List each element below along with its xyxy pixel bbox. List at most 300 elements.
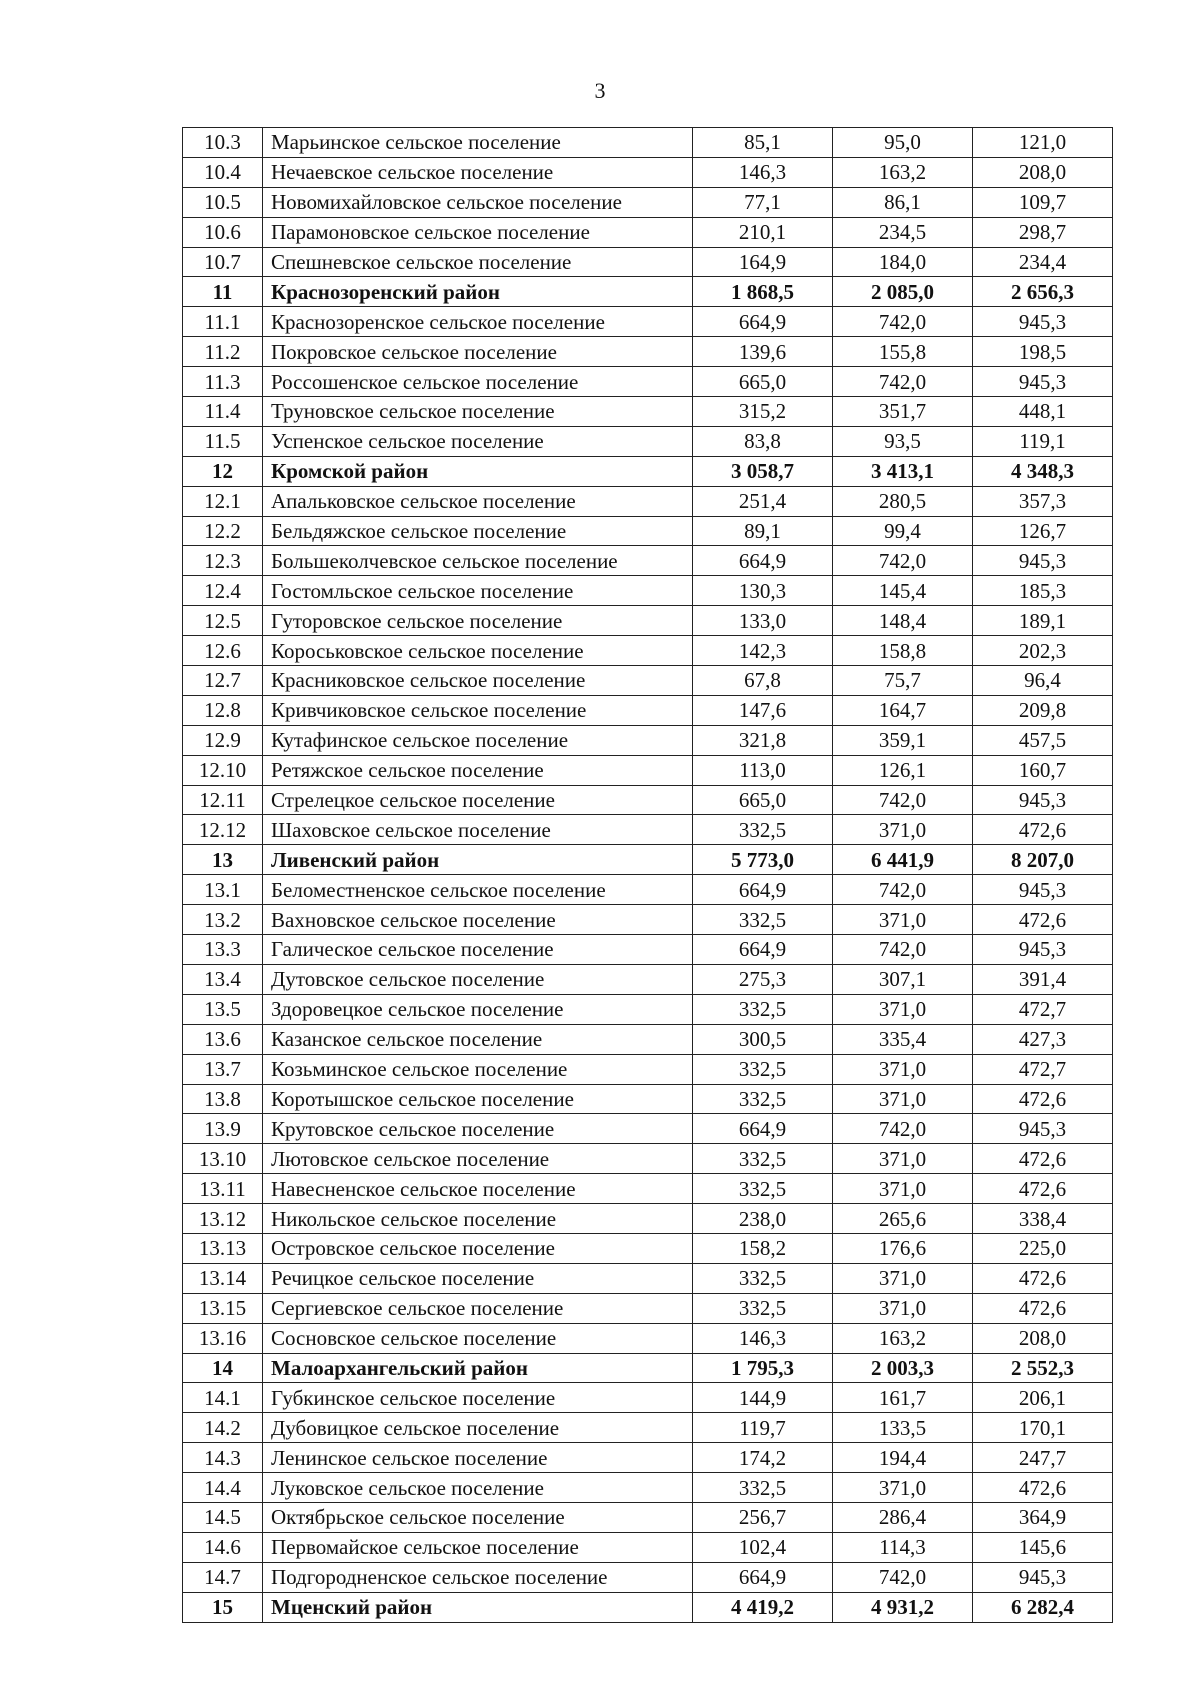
row-value-2: 307,1	[833, 964, 973, 994]
row-value-1: 238,0	[693, 1204, 833, 1234]
row-value-3: 8 207,0	[973, 845, 1113, 875]
row-name: Краснозоренский район	[263, 277, 693, 307]
row-value-3: 2 656,3	[973, 277, 1113, 307]
row-name: Ливенский район	[263, 845, 693, 875]
row-number: 13.7	[183, 1054, 263, 1084]
row-number: 13.6	[183, 1024, 263, 1054]
row-number: 12.2	[183, 516, 263, 546]
table-row	[183, 606, 1113, 636]
row-name: Спешневское сельское поселение	[263, 247, 693, 277]
row-name: Коротышское сельское поселение	[263, 1084, 693, 1114]
row-value-2: 95,0	[833, 128, 973, 158]
row-number: 12.12	[183, 815, 263, 845]
row-value-3: 109,7	[973, 187, 1113, 217]
row-value-1: 146,3	[693, 1323, 833, 1353]
table-row	[183, 815, 1113, 845]
table-row	[183, 1443, 1113, 1473]
row-value-2: 6 441,9	[833, 845, 973, 875]
table-row	[183, 367, 1113, 397]
row-name: Галическое сельское поселение	[263, 935, 693, 965]
row-value-1: 130,3	[693, 576, 833, 606]
table-row	[183, 546, 1113, 576]
row-name: Гуторовское сельское поселение	[263, 606, 693, 636]
allocation-table	[182, 127, 1113, 1623]
row-value-1: 332,5	[693, 994, 833, 1024]
row-name: Красниковское сельское поселение	[263, 666, 693, 696]
row-value-1: 332,5	[693, 815, 833, 845]
table-row	[183, 1413, 1113, 1443]
row-value-2: 371,0	[833, 1293, 973, 1323]
table-row	[183, 397, 1113, 427]
row-value-3: 357,3	[973, 486, 1113, 516]
row-number: 11.2	[183, 337, 263, 367]
district-row	[183, 277, 1113, 307]
district-row	[183, 1353, 1113, 1383]
table-row	[183, 217, 1113, 247]
row-number: 12.7	[183, 666, 263, 696]
row-value-1: 5 773,0	[693, 845, 833, 875]
row-number: 12.6	[183, 636, 263, 666]
row-name: Луковское сельское поселение	[263, 1473, 693, 1503]
row-value-1: 102,4	[693, 1532, 833, 1562]
row-number: 13.16	[183, 1323, 263, 1353]
row-value-1: 332,5	[693, 1144, 833, 1174]
row-value-1: 85,1	[693, 128, 833, 158]
row-name: Губкинское сельское поселение	[263, 1383, 693, 1413]
row-value-3: 945,3	[973, 1114, 1113, 1144]
row-value-1: 664,9	[693, 307, 833, 337]
row-value-2: 234,5	[833, 217, 973, 247]
row-value-1: 144,9	[693, 1383, 833, 1413]
row-value-3: 472,6	[973, 1263, 1113, 1293]
row-value-1: 332,5	[693, 1174, 833, 1204]
row-value-3: 202,3	[973, 636, 1113, 666]
row-number: 13.4	[183, 964, 263, 994]
table-row	[183, 1383, 1113, 1413]
row-value-2: 286,4	[833, 1502, 973, 1532]
row-value-2: 371,0	[833, 1054, 973, 1084]
table-row	[183, 636, 1113, 666]
row-value-3: 472,6	[973, 1084, 1113, 1114]
table-row	[183, 935, 1113, 965]
row-value-2: 145,4	[833, 576, 973, 606]
row-name: Успенское сельское поселение	[263, 426, 693, 456]
row-name: Дубовицкое сельское поселение	[263, 1413, 693, 1443]
row-number: 13.8	[183, 1084, 263, 1114]
row-name: Дутовское сельское поселение	[263, 964, 693, 994]
row-value-1: 664,9	[693, 875, 833, 905]
row-value-3: 206,1	[973, 1383, 1113, 1413]
row-value-3: 945,3	[973, 785, 1113, 815]
row-name: Ленинское сельское поселение	[263, 1443, 693, 1473]
row-value-2: 176,6	[833, 1233, 973, 1263]
row-number: 12.3	[183, 546, 263, 576]
row-value-2: 3 413,1	[833, 456, 973, 486]
row-number: 13.1	[183, 875, 263, 905]
row-number: 12	[183, 456, 263, 486]
district-row	[183, 456, 1113, 486]
row-value-3: 96,4	[973, 666, 1113, 696]
row-number: 11.5	[183, 426, 263, 456]
table-row	[183, 1054, 1113, 1084]
row-value-1: 1 868,5	[693, 277, 833, 307]
row-value-1: 142,3	[693, 636, 833, 666]
row-value-3: 185,3	[973, 576, 1113, 606]
row-value-1: 147,6	[693, 695, 833, 725]
row-value-2: 163,2	[833, 157, 973, 187]
row-value-3: 208,0	[973, 157, 1113, 187]
row-name: Короськовское сельское поселение	[263, 636, 693, 666]
row-name: Краснозоренское сельское поселение	[263, 307, 693, 337]
row-number: 14	[183, 1353, 263, 1383]
row-value-1: 3 058,7	[693, 456, 833, 486]
row-value-3: 247,7	[973, 1443, 1113, 1473]
table-row	[183, 247, 1113, 277]
table-row	[183, 307, 1113, 337]
row-value-3: 364,9	[973, 1502, 1113, 1532]
row-value-3: 472,6	[973, 1293, 1113, 1323]
row-number: 13.15	[183, 1293, 263, 1323]
table-row	[183, 1562, 1113, 1592]
row-value-3: 198,5	[973, 337, 1113, 367]
row-value-1: 210,1	[693, 217, 833, 247]
table-row	[183, 187, 1113, 217]
row-value-2: 114,3	[833, 1532, 973, 1562]
row-name: Россошенское сельское поселение	[263, 367, 693, 397]
row-number: 12.11	[183, 785, 263, 815]
table-row	[183, 1204, 1113, 1234]
table-row	[183, 994, 1113, 1024]
row-name: Казанское сельское поселение	[263, 1024, 693, 1054]
row-value-2: 335,4	[833, 1024, 973, 1054]
row-number: 13.3	[183, 935, 263, 965]
table-row	[183, 725, 1113, 755]
row-value-2: 86,1	[833, 187, 973, 217]
row-value-2: 742,0	[833, 1114, 973, 1144]
row-value-2: 75,7	[833, 666, 973, 696]
row-value-2: 148,4	[833, 606, 973, 636]
row-name: Покровское сельское поселение	[263, 337, 693, 367]
row-value-3: 945,3	[973, 935, 1113, 965]
row-number: 14.7	[183, 1562, 263, 1592]
row-number: 11.4	[183, 397, 263, 427]
row-value-1: 332,5	[693, 1054, 833, 1084]
row-value-2: 371,0	[833, 1473, 973, 1503]
row-name: Кривчиковское сельское поселение	[263, 695, 693, 725]
table-row	[183, 1293, 1113, 1323]
row-value-2: 280,5	[833, 486, 973, 516]
row-value-2: 126,1	[833, 755, 973, 785]
row-value-3: 208,0	[973, 1323, 1113, 1353]
row-value-3: 448,1	[973, 397, 1113, 427]
row-value-1: 113,0	[693, 755, 833, 785]
row-number: 13.13	[183, 1233, 263, 1263]
row-number: 10.5	[183, 187, 263, 217]
row-name: Здоровецкое сельское поселение	[263, 994, 693, 1024]
row-value-3: 472,7	[973, 994, 1113, 1024]
page-number: 3	[594, 78, 606, 103]
row-name: Мценский район	[263, 1592, 693, 1622]
row-name: Гостомльское сельское поселение	[263, 576, 693, 606]
row-name: Апальковское сельское поселение	[263, 486, 693, 516]
row-value-2: 742,0	[833, 1562, 973, 1592]
row-value-1: 83,8	[693, 426, 833, 456]
table-row	[183, 486, 1113, 516]
row-value-2: 163,2	[833, 1323, 973, 1353]
table-row	[183, 755, 1113, 785]
row-value-3: 160,7	[973, 755, 1113, 785]
row-value-1: 664,9	[693, 1114, 833, 1144]
row-value-3: 945,3	[973, 875, 1113, 905]
row-value-2: 4 931,2	[833, 1592, 973, 1622]
row-name: Бельдяжское сельское поселение	[263, 516, 693, 546]
row-name: Малоархангельский район	[263, 1353, 693, 1383]
row-number: 12.4	[183, 576, 263, 606]
row-name: Сосновское сельское поселение	[263, 1323, 693, 1353]
row-value-3: 427,3	[973, 1024, 1113, 1054]
row-value-3: 472,6	[973, 1144, 1113, 1174]
row-value-3: 945,3	[973, 307, 1113, 337]
row-value-3: 121,0	[973, 128, 1113, 158]
row-value-2: 371,0	[833, 1174, 973, 1204]
row-value-2: 742,0	[833, 785, 973, 815]
row-value-3: 189,1	[973, 606, 1113, 636]
table-row	[183, 337, 1113, 367]
row-value-2: 265,6	[833, 1204, 973, 1234]
row-number: 10.3	[183, 128, 263, 158]
table-row	[183, 964, 1113, 994]
row-value-3: 2 552,3	[973, 1353, 1113, 1383]
row-number: 12.1	[183, 486, 263, 516]
row-value-1: 67,8	[693, 666, 833, 696]
row-number: 13.14	[183, 1263, 263, 1293]
row-value-1: 332,5	[693, 1293, 833, 1323]
row-number: 13.9	[183, 1114, 263, 1144]
row-number: 14.2	[183, 1413, 263, 1443]
row-value-3: 126,7	[973, 516, 1113, 546]
row-value-2: 164,7	[833, 695, 973, 725]
row-number: 14.3	[183, 1443, 263, 1473]
row-number: 12.5	[183, 606, 263, 636]
row-value-3: 472,6	[973, 815, 1113, 845]
row-name: Островское сельское поселение	[263, 1233, 693, 1263]
row-value-1: 664,9	[693, 935, 833, 965]
row-value-1: 174,2	[693, 1443, 833, 1473]
table-row	[183, 157, 1113, 187]
row-name: Крутовское сельское поселение	[263, 1114, 693, 1144]
table-body	[183, 128, 1113, 1623]
row-value-3: 472,6	[973, 1473, 1113, 1503]
row-number: 10.6	[183, 217, 263, 247]
row-value-1: 4 419,2	[693, 1592, 833, 1622]
row-value-2: 184,0	[833, 247, 973, 277]
row-value-3: 457,5	[973, 725, 1113, 755]
table-row	[183, 1532, 1113, 1562]
row-value-3: 145,6	[973, 1532, 1113, 1562]
row-name: Беломестненское сельское поселение	[263, 875, 693, 905]
row-value-2: 742,0	[833, 367, 973, 397]
table-row	[183, 1473, 1113, 1503]
row-value-3: 6 282,4	[973, 1592, 1113, 1622]
row-value-1: 275,3	[693, 964, 833, 994]
row-value-3: 338,4	[973, 1204, 1113, 1234]
row-value-2: 194,4	[833, 1443, 973, 1473]
table-row	[183, 1144, 1113, 1174]
row-value-1: 158,2	[693, 1233, 833, 1263]
row-number: 13.5	[183, 994, 263, 1024]
row-value-2: 371,0	[833, 815, 973, 845]
row-name: Труновское сельское поселение	[263, 397, 693, 427]
table-row	[183, 1084, 1113, 1114]
row-value-3: 391,4	[973, 964, 1113, 994]
row-value-2: 742,0	[833, 307, 973, 337]
row-value-1: 89,1	[693, 516, 833, 546]
row-value-3: 472,7	[973, 1054, 1113, 1084]
row-number: 13.10	[183, 1144, 263, 1174]
row-name: Речицкое сельское поселение	[263, 1263, 693, 1293]
row-value-1: 332,5	[693, 1263, 833, 1293]
row-value-1: 665,0	[693, 367, 833, 397]
table-row	[183, 666, 1113, 696]
row-value-1: 332,5	[693, 1084, 833, 1114]
row-name: Марьинское сельское поселение	[263, 128, 693, 158]
table-row	[183, 1174, 1113, 1204]
row-value-3: 119,1	[973, 426, 1113, 456]
row-value-1: 119,7	[693, 1413, 833, 1443]
table-row	[183, 1114, 1113, 1144]
row-name: Козьминское сельское поселение	[263, 1054, 693, 1084]
row-value-3: 234,4	[973, 247, 1113, 277]
row-value-2: 742,0	[833, 546, 973, 576]
row-value-1: 321,8	[693, 725, 833, 755]
row-value-1: 133,0	[693, 606, 833, 636]
district-row	[183, 1592, 1113, 1622]
row-name: Вахновское сельское поселение	[263, 905, 693, 935]
row-number: 14.6	[183, 1532, 263, 1562]
table-row	[183, 785, 1113, 815]
row-value-3: 945,3	[973, 1562, 1113, 1592]
row-value-1: 664,9	[693, 1562, 833, 1592]
row-value-1: 251,4	[693, 486, 833, 516]
row-name: Кромской район	[263, 456, 693, 486]
row-name: Большеколчевское сельское поселение	[263, 546, 693, 576]
row-value-2: 371,0	[833, 994, 973, 1024]
row-number: 15	[183, 1592, 263, 1622]
row-value-2: 155,8	[833, 337, 973, 367]
row-number: 12.8	[183, 695, 263, 725]
row-number: 11	[183, 277, 263, 307]
row-value-2: 158,8	[833, 636, 973, 666]
row-name: Первомайское сельское поселение	[263, 1532, 693, 1562]
row-number: 10.7	[183, 247, 263, 277]
row-number: 14.4	[183, 1473, 263, 1503]
row-name: Никольское сельское поселение	[263, 1204, 693, 1234]
row-value-2: 371,0	[833, 1144, 973, 1174]
row-name: Сергиевское сельское поселение	[263, 1293, 693, 1323]
row-number: 12.9	[183, 725, 263, 755]
row-value-3: 945,3	[973, 546, 1113, 576]
row-value-3: 170,1	[973, 1413, 1113, 1443]
row-number: 10.4	[183, 157, 263, 187]
row-name: Навесненское сельское поселение	[263, 1174, 693, 1204]
row-value-1: 256,7	[693, 1502, 833, 1532]
row-name: Лютовское сельское поселение	[263, 1144, 693, 1174]
row-value-2: 133,5	[833, 1413, 973, 1443]
row-value-2: 99,4	[833, 516, 973, 546]
row-value-2: 359,1	[833, 725, 973, 755]
row-name: Кутафинское сельское поселение	[263, 725, 693, 755]
row-value-1: 315,2	[693, 397, 833, 427]
table-row	[183, 516, 1113, 546]
row-value-2: 2 003,3	[833, 1353, 973, 1383]
row-value-1: 77,1	[693, 187, 833, 217]
row-value-3: 472,6	[973, 905, 1113, 935]
row-value-3: 225,0	[973, 1233, 1113, 1263]
row-value-1: 300,5	[693, 1024, 833, 1054]
row-name: Ретяжское сельское поселение	[263, 755, 693, 785]
row-name: Парамоновское сельское поселение	[263, 217, 693, 247]
row-name: Новомихайловское сельское поселение	[263, 187, 693, 217]
row-value-1: 332,5	[693, 1473, 833, 1503]
row-number: 11.3	[183, 367, 263, 397]
row-value-2: 93,5	[833, 426, 973, 456]
row-name: Нечаевское сельское поселение	[263, 157, 693, 187]
table-row	[183, 1263, 1113, 1293]
row-value-1: 1 795,3	[693, 1353, 833, 1383]
table-row	[183, 426, 1113, 456]
table-row	[183, 875, 1113, 905]
row-value-2: 351,7	[833, 397, 973, 427]
row-number: 12.10	[183, 755, 263, 785]
row-value-3: 298,7	[973, 217, 1113, 247]
row-value-1: 139,6	[693, 337, 833, 367]
table-row	[183, 1233, 1113, 1263]
row-number: 14.5	[183, 1502, 263, 1532]
row-number: 14.1	[183, 1383, 263, 1413]
row-value-1: 164,9	[693, 247, 833, 277]
row-value-3: 209,8	[973, 695, 1113, 725]
table-row	[183, 695, 1113, 725]
row-value-2: 371,0	[833, 1084, 973, 1114]
row-name: Октябрьское сельское поселение	[263, 1502, 693, 1532]
row-value-2: 161,7	[833, 1383, 973, 1413]
row-value-2: 371,0	[833, 1263, 973, 1293]
row-value-1: 332,5	[693, 905, 833, 935]
row-value-2: 2 085,0	[833, 277, 973, 307]
row-value-2: 742,0	[833, 935, 973, 965]
row-name: Шаховское сельское поселение	[263, 815, 693, 845]
table-row	[183, 905, 1113, 935]
row-value-1: 146,3	[693, 157, 833, 187]
table-row	[183, 128, 1113, 158]
row-value-2: 742,0	[833, 875, 973, 905]
table-row	[183, 1024, 1113, 1054]
row-value-3: 945,3	[973, 367, 1113, 397]
row-number: 13.11	[183, 1174, 263, 1204]
row-value-1: 665,0	[693, 785, 833, 815]
row-number: 13.2	[183, 905, 263, 935]
table-row	[183, 576, 1113, 606]
row-value-3: 4 348,3	[973, 456, 1113, 486]
row-value-2: 371,0	[833, 905, 973, 935]
row-number: 11.1	[183, 307, 263, 337]
row-name: Подгородненское сельское поселение	[263, 1562, 693, 1592]
row-value-1: 664,9	[693, 546, 833, 576]
row-value-3: 472,6	[973, 1174, 1113, 1204]
row-number: 13	[183, 845, 263, 875]
district-row	[183, 845, 1113, 875]
table-row	[183, 1323, 1113, 1353]
